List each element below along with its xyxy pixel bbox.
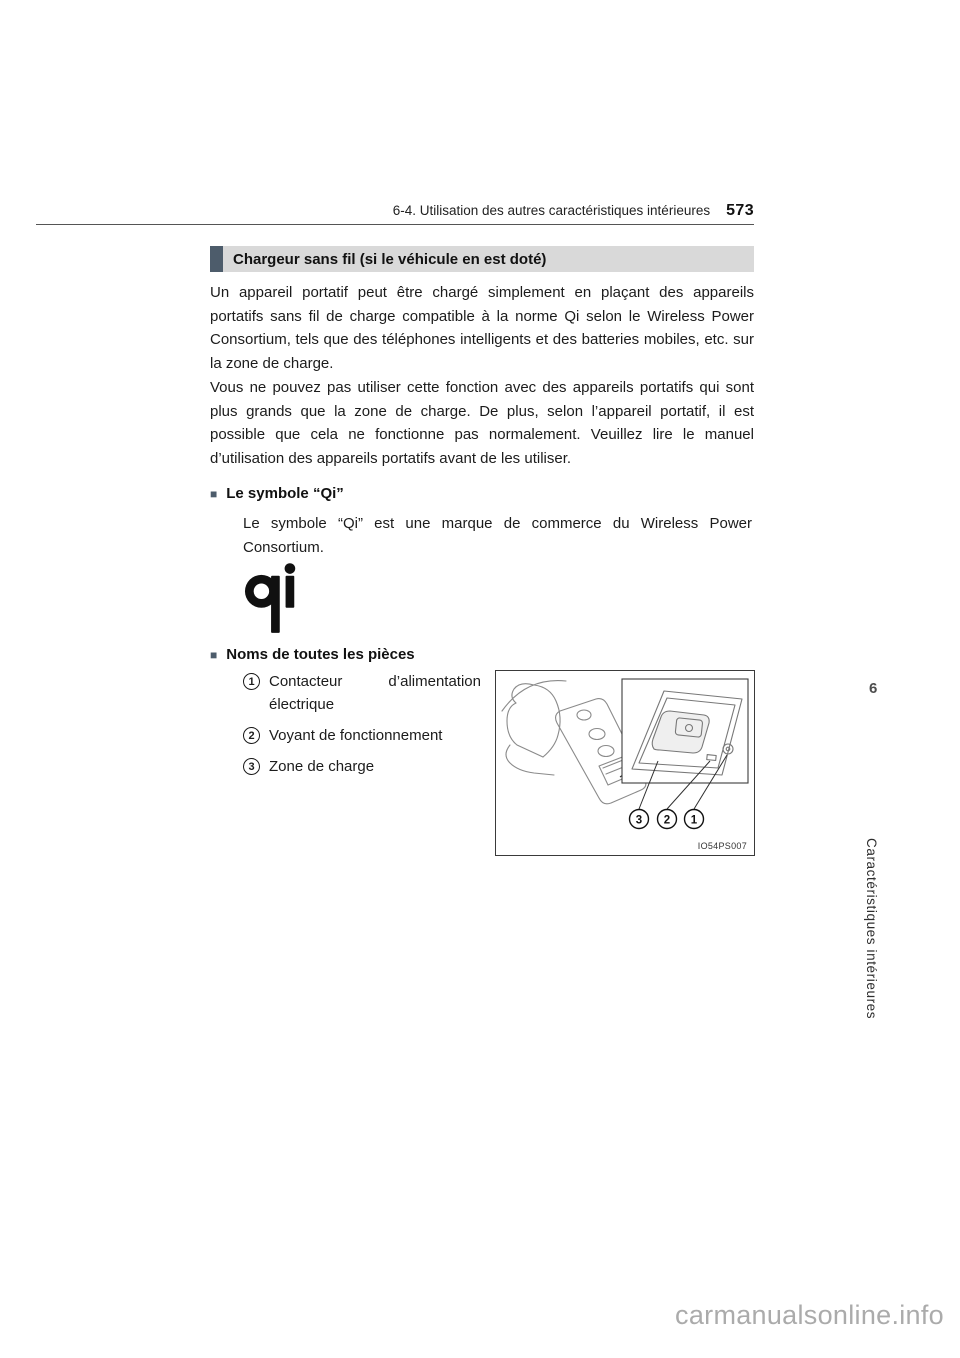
part-label-3: Zone de charge <box>269 758 375 775</box>
list-item <box>243 755 483 778</box>
console-illustration-frame <box>495 670 755 856</box>
running-header <box>36 202 754 220</box>
section-title: Chargeur sans fil (si le véhicule en est doté) <box>233 250 547 268</box>
qi-logo-icon <box>244 562 302 636</box>
circled-number-2: 2 <box>243 727 260 744</box>
console-line-drawing <box>496 671 754 855</box>
callout-number-3: 3 <box>635 814 643 827</box>
circled-number-3: 3 <box>243 758 260 775</box>
title-accent-square <box>210 246 223 272</box>
list-item <box>243 670 483 716</box>
page-number: 573 <box>726 202 754 219</box>
subsection-heading-symbol <box>210 485 344 502</box>
subsection-heading-parts-label: Noms de toutes les pièces <box>226 646 415 663</box>
main-content <box>210 246 754 886</box>
symbol-body-text: Le symbole “Qi” est une marque de commerce du Wireless Power Consortium. <box>243 515 752 556</box>
chapter-tab: 6 <box>869 680 878 697</box>
header-section-title: 6-4. Utilisation des autres caractéristiques intérieures <box>392 203 711 218</box>
section-title-bar <box>210 246 754 272</box>
chapter-vertical-label: Caractéristiques intérieures <box>864 838 879 1020</box>
header-rule <box>36 224 754 225</box>
watermark-text: carmanualsonline.info <box>675 1300 944 1330</box>
parts-list <box>243 670 483 786</box>
list-item <box>243 724 483 747</box>
part-label-1: Contacteur d’alimentation électrique <box>269 673 481 713</box>
body-paragraph-1: Un appareil portatif peut être chargé simplement en plaçant des appareils portatifs sans fil de charge compatible à la norme Qi selon le Wireless Power Consortium, tels que des téléphones intelligents et des batteries mobiles, etc. sur la zone de charge. <box>210 284 754 373</box>
body-paragraph-2: Vous ne pouvez pas utiliser cette fonction avec des appareils portatifs qui sont plus grands que la zone de charge. De plus, selon l’appareil portatif, il est possible que cela ne fonctionne pas normalement. Veuillez lire le manuel d’utilisation des appareils portatifs avant de les utiliser. <box>210 379 754 468</box>
subsection-heading-parts <box>210 646 415 663</box>
callout-number-1: 1 <box>690 814 698 827</box>
callout-number-2: 2 <box>663 814 671 827</box>
callout-circles <box>630 810 704 829</box>
square-bullet-icon: ■ <box>210 486 218 501</box>
figure-code: IO54PS007 <box>697 841 747 851</box>
circled-number-1: 1 <box>243 673 260 690</box>
square-bullet-icon: ■ <box>210 647 218 662</box>
part-label-2: Voyant de fonctionnement <box>269 727 443 744</box>
subsection-heading-symbol-label: Le symbole “Qi” <box>226 485 344 502</box>
